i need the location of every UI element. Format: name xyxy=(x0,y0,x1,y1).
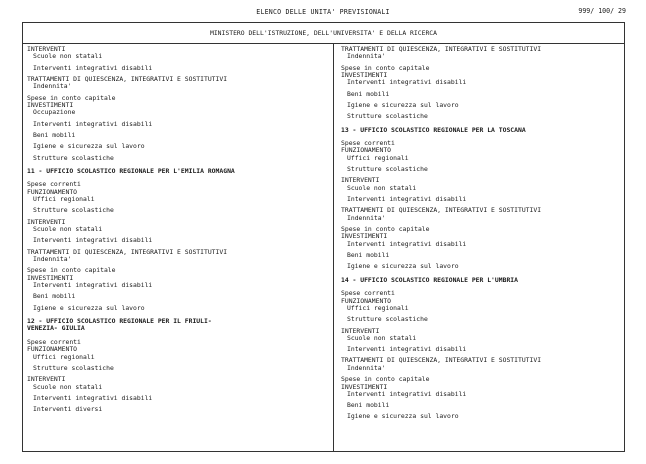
list-item: Indennita' xyxy=(33,82,72,91)
list-item: Strutture scolastiche xyxy=(347,315,428,324)
category-label: INTERVENTI xyxy=(341,176,380,185)
list-item: Strutture scolastiche xyxy=(33,206,114,215)
list-item: Interventi integrativi disabili xyxy=(347,345,467,354)
list-item: Strutture scolastiche xyxy=(33,153,114,162)
right-column xyxy=(341,46,621,449)
category-label: INTERVENTI xyxy=(27,375,66,384)
list-item: Igiene e sicurezza sul lavoro xyxy=(33,303,145,312)
category-label: INVESTIMENTI xyxy=(27,101,74,110)
list-item: Interventi integrativi disabili xyxy=(33,236,153,245)
list-item: Interventi integrativi disabili xyxy=(33,119,153,128)
category-label: Spese correnti xyxy=(341,289,395,298)
list-item: Interventi integrativi disabili xyxy=(33,63,153,72)
section-heading: 11 - UFFICIO SCOLASTICO REGIONALE PER L'EMILIA ROMAGNA xyxy=(27,166,235,175)
list-item: Igiene e sicurezza sul lavoro xyxy=(347,262,459,271)
category-label: INVESTIMENTI xyxy=(341,71,388,80)
category-label: TRATTAMENTI DI QUIESCENZA, INTEGRATIVI E SOSTITUTIVI xyxy=(341,206,542,215)
list-item: Interventi integrativi disabili xyxy=(347,78,467,87)
list-item: Scuole non statali xyxy=(33,225,103,234)
category-label: Spese correnti xyxy=(27,180,81,189)
list-item: Occupazione xyxy=(33,108,76,117)
category-label: Spese in conto capitale xyxy=(341,375,430,384)
category-label: Spese in conto capitale xyxy=(341,225,430,234)
list-item: Beni mobili xyxy=(33,130,76,139)
list-item: Uffici regionali xyxy=(33,195,95,204)
section-heading: VENEZIA- GIULIA xyxy=(27,324,85,333)
category-label: FUNZIONAMENTO xyxy=(341,146,392,155)
list-item: Scuole non statali xyxy=(33,52,103,61)
category-label: TRATTAMENTI DI QUIESCENZA, INTEGRATIVI E SOSTITUTIVI xyxy=(341,46,542,53)
list-item: Strutture scolastiche xyxy=(347,165,428,174)
section-heading: 12 - UFFICIO SCOLASTICO REGIONALE PER IL FRIULI- xyxy=(27,317,212,326)
page-number: 999/ 100/ 29 xyxy=(578,7,626,15)
list-item: Indennita' xyxy=(347,52,386,61)
list-item: Uffici regionali xyxy=(347,303,409,312)
column-divider xyxy=(333,43,334,451)
category-label: FUNZIONAMENTO xyxy=(341,296,392,305)
category-label: INTERVENTI xyxy=(27,46,66,53)
list-item: Scuole non statali xyxy=(347,333,417,342)
category-label: INVESTIMENTI xyxy=(27,273,74,282)
list-item: Uffici regionali xyxy=(33,352,95,361)
list-item: Igiene e sicurezza sul lavoro xyxy=(33,142,145,151)
list-item: Indennita' xyxy=(33,255,72,263)
list-item: Uffici regionali xyxy=(347,153,409,162)
category-label: Spese in conto capitale xyxy=(27,93,116,102)
list-item: Indennita' xyxy=(347,363,386,372)
list-item: Interventi integrativi disabili xyxy=(33,281,153,290)
list-item: Beni mobili xyxy=(347,401,390,410)
section-heading: 14 - UFFICIO SCOLASTICO REGIONALE PER L'UMBRIA xyxy=(341,275,518,284)
list-item: Scuole non statali xyxy=(33,382,103,391)
category-label: TRATTAMENTI DI QUIESCENZA, INTEGRATIVI E SOSTITUTIVI xyxy=(341,356,542,365)
list-item: Interventi integrativi disabili xyxy=(347,195,467,204)
category-label: INVESTIMENTI xyxy=(341,382,388,391)
list-item: Strutture scolastiche xyxy=(347,112,428,121)
list-item: Interventi integrativi disabili xyxy=(33,393,153,402)
list-item: Igiene e sicurezza sul lavoro xyxy=(347,412,459,421)
list-item: Strutture scolastiche xyxy=(33,363,114,372)
left-column xyxy=(27,46,327,449)
category-label: INVESTIMENTI xyxy=(341,232,388,241)
category-label: Spese correnti xyxy=(341,139,395,148)
category-label: Spese in conto capitale xyxy=(341,63,430,72)
list-item: Interventi diversi xyxy=(33,405,103,414)
list-item: Scuole non statali xyxy=(347,183,417,192)
document-frame xyxy=(22,22,625,452)
category-label: TRATTAMENTI DI QUIESCENZA, INTEGRATIVI E SOSTITUTIVI xyxy=(27,247,228,256)
list-item: Igiene e sicurezza sul lavoro xyxy=(347,101,459,110)
list-item: Interventi integrativi disabili xyxy=(347,239,467,248)
category-label: FUNZIONAMENTO xyxy=(27,345,78,354)
category-label: Spese in conto capitale xyxy=(27,266,116,275)
category-label: INTERVENTI xyxy=(341,326,380,335)
list-item: Interventi integrativi disabili xyxy=(347,389,467,398)
ministry-header: MINISTERO DELL'ISTRUZIONE, DELL'UNIVERSITA' E DELLA RICERCA xyxy=(23,23,624,44)
page-title: ELENCO DELLE UNITA' PREVISIONALI xyxy=(256,8,390,16)
category-label: FUNZIONAMENTO xyxy=(27,187,78,196)
category-label: TRATTAMENTI DI QUIESCENZA, INTEGRATIVI E SOSTITUTIVI xyxy=(27,74,228,83)
list-item: Beni mobili xyxy=(347,251,390,260)
category-label: Spese correnti xyxy=(27,337,81,346)
list-item: Beni mobili xyxy=(347,89,390,98)
category-label: INTERVENTI xyxy=(27,217,66,226)
list-item: Beni mobili xyxy=(33,292,76,301)
section-heading: 13 - UFFICIO SCOLASTICO REGIONALE PER LA TOSCANA xyxy=(341,125,526,134)
list-item: Indennita' xyxy=(347,213,386,222)
